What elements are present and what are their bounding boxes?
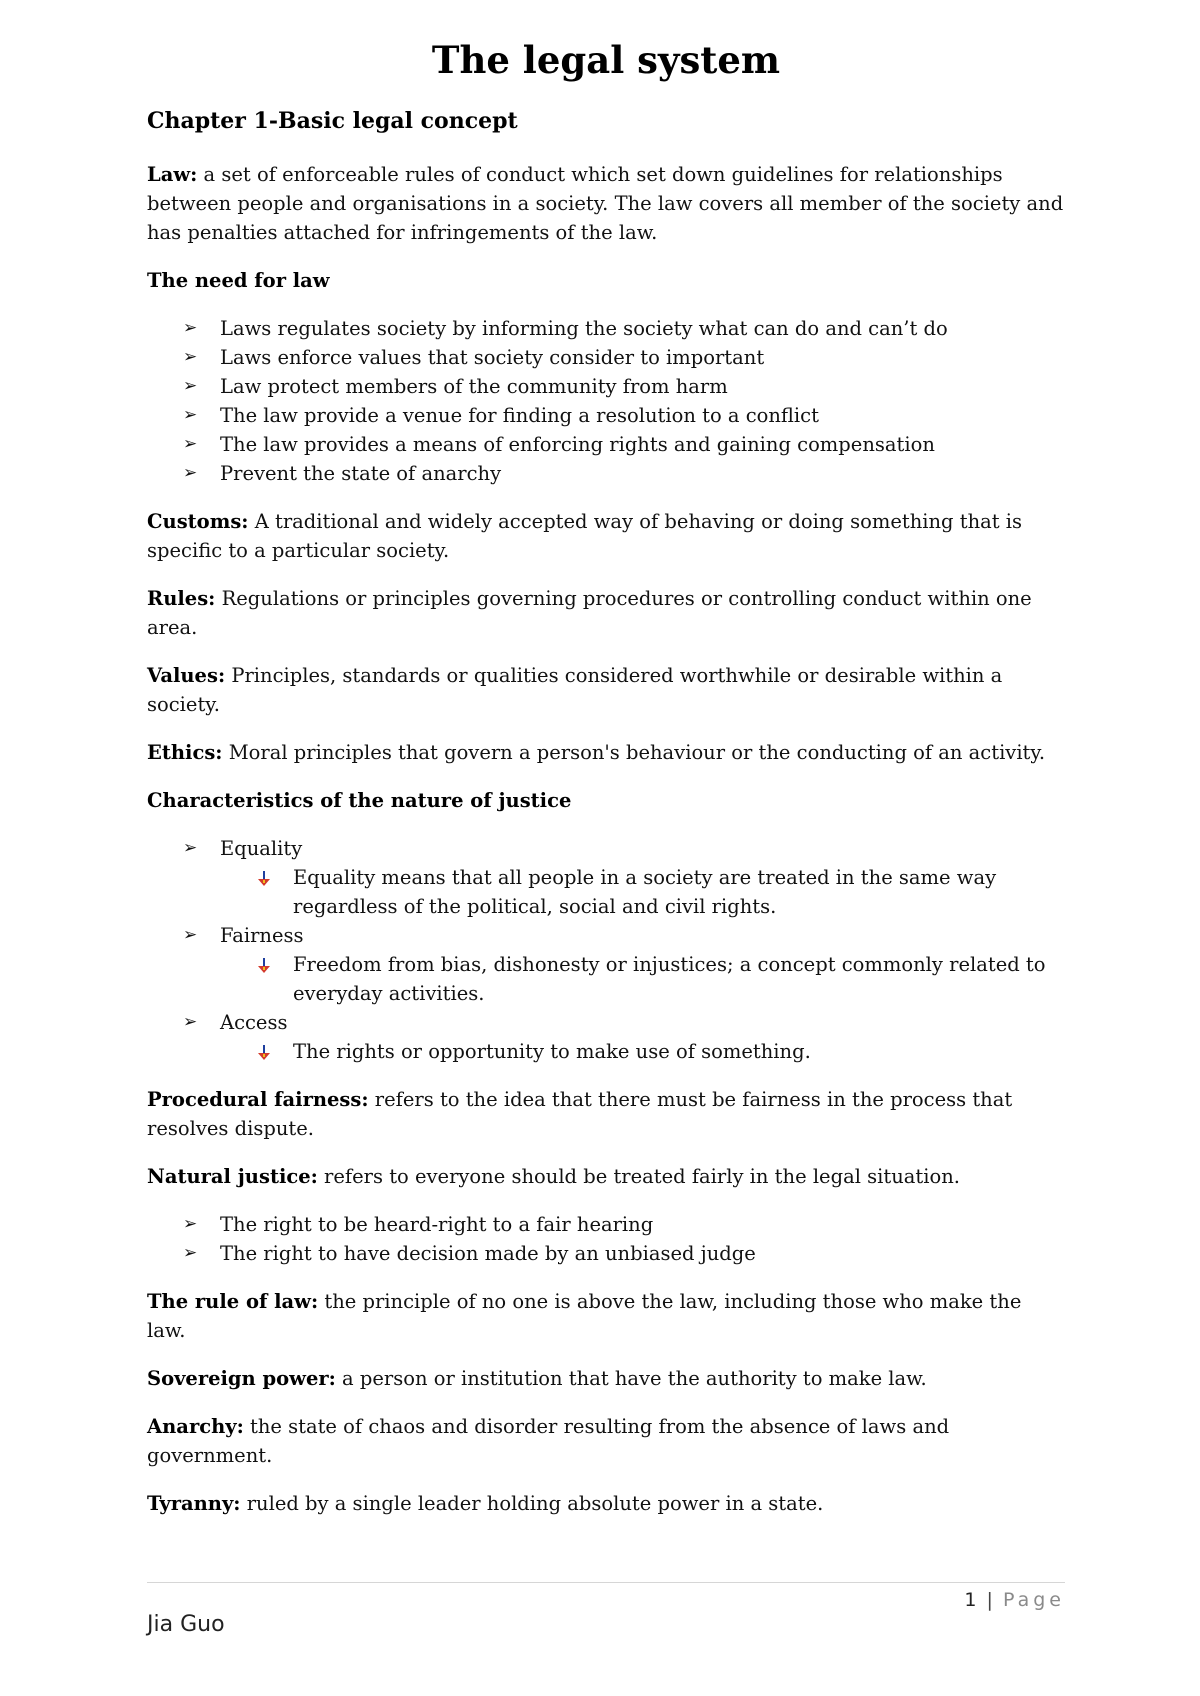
arrow-bullet-icon: ➢ [183, 1012, 198, 1032]
list-item: ➢ The law provides a means of enforcing rights and gaining compensation [147, 430, 1065, 459]
arrow-bullet-icon: ➢ [183, 347, 198, 367]
sub-list [220, 863, 1065, 921]
definition-tyranny [147, 1489, 1065, 1518]
sub-list [220, 1037, 1065, 1066]
definition-text: refers to everyone should be treated fairly in the legal situation. [317, 1165, 960, 1188]
list-item: ➢ Law protect members of the community from harm [147, 372, 1065, 401]
term-label: Law: [147, 163, 198, 186]
definition-text: Principles, standards or qualities considered worthwhile or desirable within a society. [147, 664, 1003, 716]
definition-customs [147, 507, 1065, 565]
down-arrow-marker-icon [256, 1045, 272, 1061]
definition-rules [147, 584, 1065, 642]
sub-list-item: Freedom from bias, dishonesty or injustices; a concept commonly related to everyday activities. [220, 950, 1065, 1008]
list-item: ➢ Prevent the state of anarchy [147, 459, 1065, 488]
arrow-bullet-icon: ➢ [183, 463, 198, 483]
section-heading-justice: Characteristics of the nature of justice [147, 789, 572, 812]
definition-text: Moral principles that govern a person's behaviour or the conducting of an activity. [222, 741, 1046, 764]
footer-divider [147, 1582, 1065, 1583]
term-label: Rules: [147, 587, 216, 610]
list-item: ➢ The law provide a venue for finding a resolution to a conflict [147, 401, 1065, 430]
natural-justice-list [147, 1210, 1065, 1268]
sub-list-item: Equality means that all people in a society are treated in the same way regardless of the political, social and civil rights. [220, 863, 1065, 921]
sub-list-item: The rights or opportunity to make use of something. [220, 1037, 1065, 1066]
definition-rule-of-law [147, 1287, 1065, 1345]
sub-list [220, 950, 1065, 1008]
list-item: ➢ The right to have decision made by an unbiased judge [147, 1239, 1065, 1268]
term-label: Values: [147, 664, 226, 687]
term-label: Sovereign power: [147, 1367, 336, 1390]
arrow-bullet-icon: ➢ [183, 318, 198, 338]
definition-text: refers to the idea that there must be fairness in the process that resolves dispute. [147, 1088, 1013, 1140]
term-label: Ethics: [147, 741, 223, 764]
arrow-bullet-icon: ➢ [183, 405, 198, 425]
list-item: ➢ Equality Equality means that all people in a society are treated in the same way regardless of the political, social and civil rights. [147, 834, 1065, 921]
arrow-bullet-icon: ➢ [183, 434, 198, 454]
definition-natural-justice [147, 1162, 1065, 1191]
definition-ethics [147, 738, 1065, 767]
list-item: ➢ Laws regulates society by informing the society what can do and can’t do [147, 314, 1065, 343]
chapter-heading: Chapter 1-Basic legal concept [147, 108, 518, 134]
definition-text: Regulations or principles governing procedures or controlling conduct within one area. [147, 587, 1032, 639]
definition-anarchy [147, 1412, 1065, 1470]
term-label: The rule of law: [147, 1290, 319, 1313]
term-label: Anarchy: [147, 1415, 244, 1438]
arrow-bullet-icon: ➢ [183, 376, 198, 396]
page-title: The legal system [431, 38, 781, 82]
term-label: Customs: [147, 510, 249, 533]
definition-values [147, 661, 1065, 719]
list-item: ➢ Laws enforce values that society consider to important [147, 343, 1065, 372]
definition-text: a person or institution that have the authority to make law. [335, 1367, 927, 1390]
definition-text: a set of enforceable rules of conduct which set down guidelines for relationships between people and organisations in a society. The law covers all member of the society and has penalties attached for infringements of the law. [147, 163, 1064, 244]
footer-author: Jia Guo [147, 1612, 225, 1637]
term-label: Procedural fairness: [147, 1088, 369, 1111]
definition-sovereign-power [147, 1364, 1065, 1393]
arrow-bullet-icon: ➢ [183, 1214, 198, 1234]
term-label: Tyranny: [147, 1492, 241, 1515]
definition-text: the state of chaos and disorder resulting from the absence of laws and government. [147, 1415, 950, 1467]
need-for-law-list [147, 314, 1065, 488]
definition-law [147, 160, 1065, 247]
arrow-bullet-icon: ➢ [183, 925, 198, 945]
down-arrow-marker-icon [256, 958, 272, 974]
definition-text: ruled by a single leader holding absolute power in a state. [240, 1492, 824, 1515]
list-item: ➢ The right to be heard-right to a fair hearing [147, 1210, 1065, 1239]
down-arrow-marker-icon [256, 871, 272, 887]
arrow-bullet-icon: ➢ [183, 838, 198, 858]
justice-list [147, 834, 1065, 1066]
page-number: 1 | Page [964, 1589, 1065, 1611]
list-item: ➢ Fairness Freedom from bias, dishonesty or injustices; a concept commonly related to everyday activities. [147, 921, 1065, 1008]
arrow-bullet-icon: ➢ [183, 1243, 198, 1263]
definition-text: the principle of no one is above the law, including those who make the law. [147, 1290, 1022, 1342]
term-label: Natural justice: [147, 1165, 318, 1188]
document-body [147, 160, 1065, 1537]
section-heading-need-for-law: The need for law [147, 269, 330, 292]
list-item: ➢ Access The rights or opportunity to make use of something. [147, 1008, 1065, 1066]
definition-text: A traditional and widely accepted way of behaving or doing something that is specific to a particular society. [147, 510, 1023, 562]
definition-procedural-fairness [147, 1085, 1065, 1143]
